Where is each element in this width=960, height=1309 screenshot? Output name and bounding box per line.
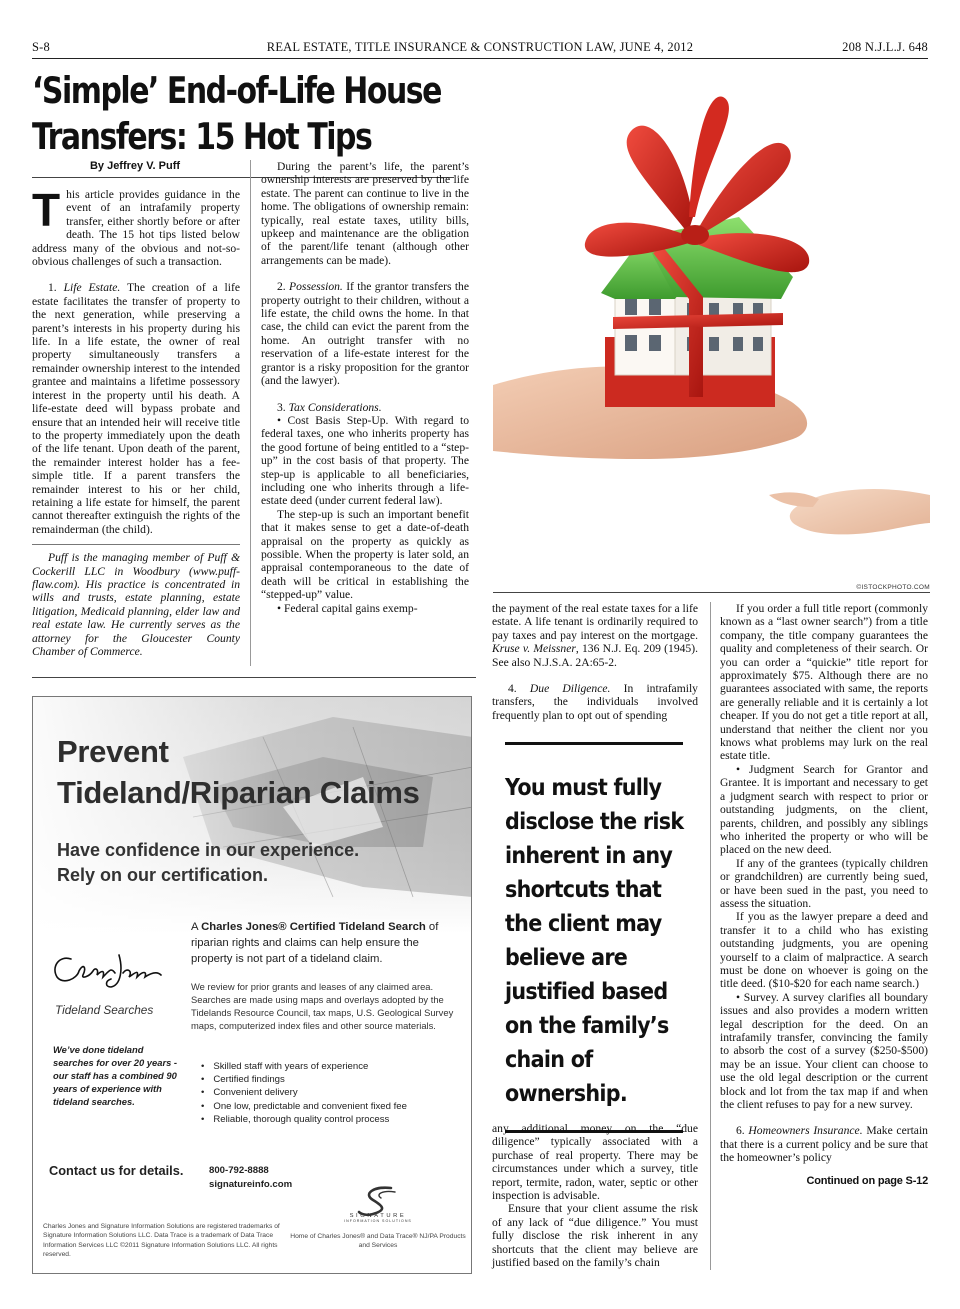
tip-1-title: Life Estate. <box>63 281 121 295</box>
title-line-2: Transfers: 15 Hot Tips <box>32 115 372 158</box>
ad-contact-info <box>209 1164 292 1192</box>
article-title <box>32 68 441 160</box>
tip-2-paragraph: 2. Possession. If the grantor transfers the property outright to their children, without a life estate, the child owns the home. In that case, the child can evict the parent from the home. An outright transfer with no reservation of a life-estate interest for the grantor is a risky proposition for the grantor (and the lawyer). <box>261 280 469 388</box>
column-1 <box>32 184 240 658</box>
ad-website-link[interactable]: signatureinfo.com <box>209 1179 293 1190</box>
due-diligence-text: any additional money on the “due diligence” typically associated with a purchase of real property. There may be circumstances under which a survey, title report, termite, radon, water, septic or other inspection is advisable. <box>492 1122 698 1203</box>
photo-credit: ©ISTOCKPHOTO.COM <box>856 584 930 591</box>
bio-separator <box>32 544 240 545</box>
ad-contact-heading: Contact us for details. <box>49 1163 184 1178</box>
col2-paragraph: During the parent’s life, the parent’s ownership interests are preserved by the life estate. The parent can continue to live in the home. The obligations of ownership remain: typically, real estate taxes, utility bills, upkeep and maintenance are the obligation of the parent/life tenant (although other arrangements can be made). <box>261 160 469 267</box>
intro-paragraph: This article provides guidance in the event of an intrafamily property transfer, either shortly before or after death. The 15 hot tips listed below address many of the obvious and not-so-obvious challenges of such a transaction. <box>32 184 240 269</box>
ad-experience-note: We’ve done tideland searches for over 20 years - our staff has a combined 90 years of experience with tideland searches. <box>53 1044 178 1107</box>
tip-3-federal-start: • Federal capital gains exemp- <box>277 601 418 615</box>
receiving-fingers <box>769 492 819 507</box>
signature-text: Charles Jones <box>49 949 56 950</box>
photo-rule <box>493 592 930 593</box>
ad-feature-list <box>201 1060 463 1126</box>
bow-knot <box>681 225 709 245</box>
ad-review-text: We review for prior grants and leases of any claimed area. Searches are made using maps and overlays adopted by the Tidelands Resource Council, tax maps, U.S. Geological Survey maps, computerized index files and other source materials. <box>191 981 454 1031</box>
pull-quote <box>505 742 683 1133</box>
header-rule <box>32 58 928 59</box>
byline: By Jeffrey V. Puff <box>89 160 181 172</box>
ad-home-text: Home of Charles Jones® and Data Trace® NJ/PA Products and Services <box>290 1233 466 1250</box>
title-line-1: ‘Simple’ End-of-Life House <box>32 69 441 112</box>
house-gift-illustration <box>493 67 930 592</box>
page-number: S-8 <box>32 40 50 54</box>
ad-feature-item: • Reliable, thorough quality control process <box>201 1113 463 1126</box>
column-rule-1 <box>250 160 251 666</box>
house-gift-photo <box>493 67 930 592</box>
ad-phone-number[interactable]: 800-792-8888 <box>209 1165 269 1176</box>
signature-logo-text: SIGNATURE INFORMATION SOLUTIONS <box>344 1213 412 1223</box>
volume-citation: 208 N.J.L.J. 648 <box>842 40 928 54</box>
lawyer-malpractice-text: If you as the lawyer prepare a deed and transfer it to a child who has existing outstanding judgments, you are opening yourself to a claim of malpractice. A search must be done on whoever is going on the title deed. ($10-$20 for each name search.) <box>720 910 928 991</box>
article-end-rule <box>32 677 476 678</box>
certified-search-name: Charles Jones® Certified Tideland Search <box>201 921 426 933</box>
column-3-bottom <box>492 1122 698 1269</box>
column-rule-4 <box>710 602 711 1270</box>
tip-3-stepup: • Cost Basis Step-Up. With regard to federal taxes, one who inherits property has the good fortune of being entitled to a “step-up” in the cost basis of that property. The step-up is applicable to all beneficiaries, including one who inherits through a life-estate deed (under current federal law). <box>261 413 469 508</box>
real-estate-tax-text: the payment of the real estate taxes for a life estate. A life tenant is ordinarily required to pay taxes and pay interest on the mortgage. Kruse v. Meissner, 136 N.J. Eq. 209 (1945). See also N.J.S.A. 2A:65-2. <box>492 602 698 669</box>
ad-feature-item: • Convenient delivery <box>201 1086 463 1099</box>
continued-link[interactable]: Continued on page S-12 <box>806 1174 928 1187</box>
column-4-bottom <box>720 602 928 1188</box>
tip-3-title: Tax Considerations. <box>288 400 382 414</box>
charles-jones-signature-icon <box>49 949 169 991</box>
tip-6-title: Homeowners Insurance. <box>748 1124 863 1138</box>
ad-feature-item: • One low, predictable and convenient fixed fee <box>201 1100 463 1113</box>
pull-quote-top-bar <box>505 742 683 745</box>
ad-feature-item: • Skilled staff with years of experience <box>201 1060 463 1073</box>
tip-4-title: Due Diligence. <box>529 682 611 696</box>
running-header <box>32 40 928 56</box>
survey-text: • Survey. A survey clarifies all boundary issues and also provides a modern written legal description for the deed. On an intrafamily transfer, convincing the family to absorb the cost of a survey ($250-$500) may be an issue. Your client can choose to use the old legal description or the current block and lot from the tax map if and when the client refuses to pay for a new survey. <box>720 990 928 1112</box>
judgment-search-text: • Judgment Search for Grantor and Grantee. It is important and necessary to get a judgment search with respect to prior or outstanding judgments, on the client, parents, children, and possibly any siblings who inherited the property or who will be placed on the new deed. <box>720 762 928 857</box>
column-2 <box>261 160 469 615</box>
ad-feature-item: • Certified findings <box>201 1073 463 1086</box>
grantees-text: If any of the grantees (typically children or grandchildren) are currently being sued, or have been sued in the past, you need to assess the situation. <box>720 856 928 910</box>
ad-intro: A Charles Jones® Certified Tideland Search of riparian rights and claims can help ensure the property is not part of a tideland claim. <box>191 921 439 965</box>
ad-subheadline: Have confidence in our experience. Rely on our certification. <box>57 840 360 885</box>
bow-loop-1 <box>627 126 693 233</box>
tideland-searches-label: Tideland Searches <box>55 1003 154 1017</box>
tideland-advertisement <box>32 696 472 1274</box>
tip-3-stepup-2: The step-up is such an important benefit that it makes sense to get a date-of-death appraisal on the property as quickly as possible. When the property is later sold, an appraisal contemporaneous to the date of death will be critical in establishing the “stepped-up” value. <box>261 507 469 602</box>
drop-cap: T <box>32 184 61 236</box>
ad-headline: Prevent Tideland/Riparian Claims <box>57 734 420 810</box>
house-wall-left <box>615 287 675 375</box>
tip-2-title: Possession. <box>289 280 343 294</box>
assume-risk-text: Ensure that your client assume the risk of any lack of “due diligence.” You must fully disclose the risk inherent in any shortcuts that the client may believe are justified based on the family’s chain <box>492 1202 698 1270</box>
publication-line: REAL ESTATE, TITLE INSURANCE & CONSTRUCTION LAW, JUNE 4, 2012 <box>266 40 694 54</box>
tip-6-paragraph: 6. Homeowners Insurance. Make certain that there is a current policy and be sure that the homeowner’s policy <box>720 1124 928 1165</box>
tip-1-paragraph: 1. Life Estate. The creation of a life estate facilitates the transfer of property to the next generation, while preserving a parent’s interests in his property during his life. In a life estate, the owner of real property simultaneously transfers a remainder ownership interest to the intended grantee and maintains a lifetime possessory interest in the property until his death. A life-estate deed will bypass probate and ensure that an intended heir will receive title to the property immediately upon the death of the life tenant. Upon death of the parent, the remainder interest holder has a fee-simple title. If a parent transfers the remainder interest to his or her child, retaining a life estate for himself, the parent cannot thereafter extinguish the rights of the remainderman (the child). <box>32 281 240 536</box>
column-3-middle <box>492 602 698 722</box>
tip-4-paragraph: 4. Due Diligence. In intrafamily transfers, the individuals involved frequently plan to opt out of spending <box>492 682 698 722</box>
case-citation: Kruse v. Meissner <box>492 642 576 656</box>
full-title-report-text: If you order a full title report (commonly known as a “last owner search”) from a title company, the title company guarantees the quality and completeness of their search. Or you can order a “quickie” title report for approximately $75. Although there are no guarantees associated with same, the reports are generally reliable and it is certainly a lot cheaper. If you do not get a title report at all, understand that neither the client nor you knows what problems may lurk on the real estate title. <box>720 602 928 763</box>
pull-quote-text: You must fully disclose the risk inherent in any shortcuts that the client may believe are justified based on the family’s chain of ownership. <box>505 775 684 1107</box>
author-bio: Puff is the managing member of Puff & Cockerill LLC in Woodbury (www.puff-flaw.com). His practice is concentrated in wills and trusts, estate planning, estate litigation, Medicaid planning, elder law and real estate law. He currently serves as the attorney for the Gloucester County Chamber of Commerce. <box>32 551 240 658</box>
tip-3-heading: 3. Tax Considerations. <box>277 400 382 414</box>
ad-legal-text: Charles Jones and Signature Information Solutions are registered trademarks of Signature Information Solutions LLC. Data Trace is a trademark of Data Trace Information Services LLC ©2011 Signature Information Solutions LLC. All rights reserved. <box>43 1223 280 1259</box>
